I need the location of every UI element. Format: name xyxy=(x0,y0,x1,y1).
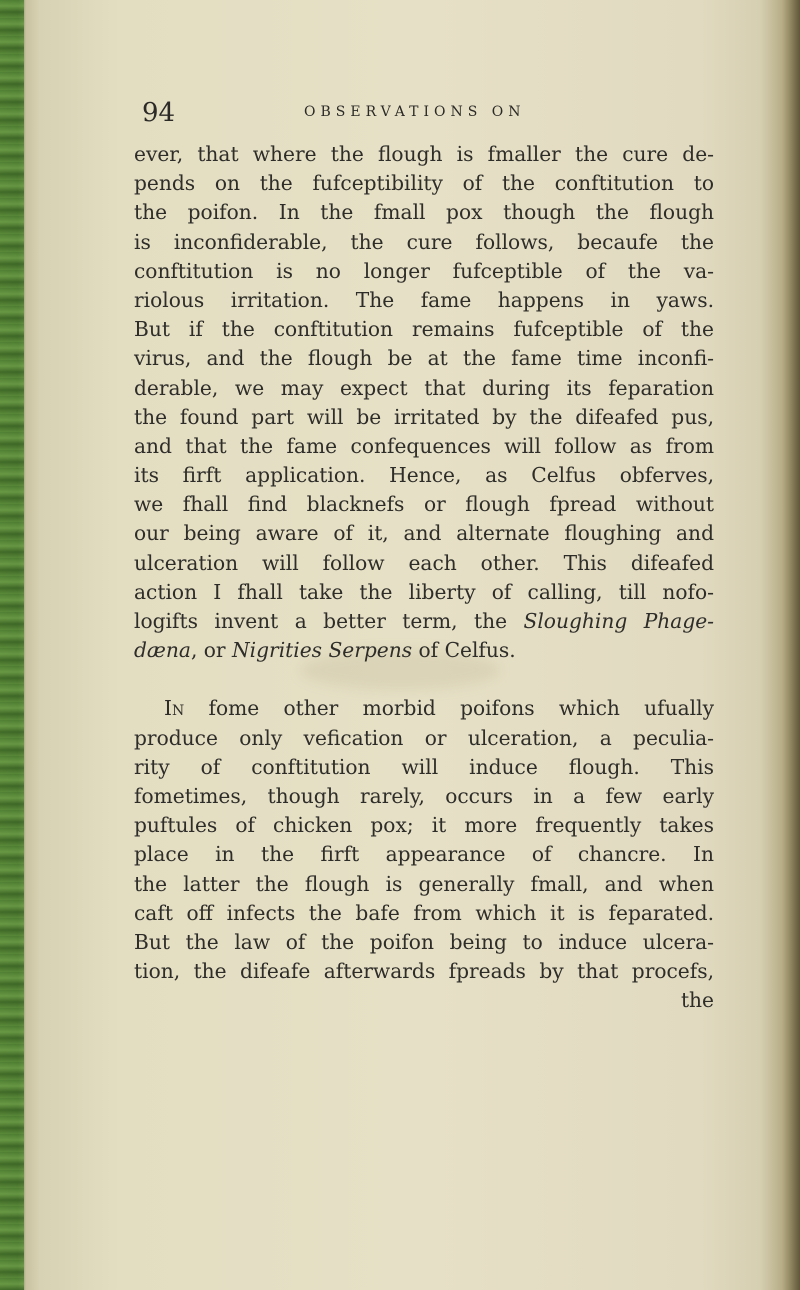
page-edge xyxy=(782,0,800,1290)
italic-term: Sloughing Phage- xyxy=(523,609,715,633)
text-line: riolous irritation. The fame happens in yaws. xyxy=(134,287,714,312)
text-line: ever, that where the flough is fmaller the cure de- xyxy=(134,142,714,166)
text-fragment: of Celfus. xyxy=(412,638,516,663)
text-line xyxy=(134,636,714,665)
text-line: place in the firft appearance of chancre. In xyxy=(134,842,714,867)
text-line xyxy=(134,694,714,723)
italic-term: Nigrities Serpens xyxy=(232,638,413,663)
text-fragment: fome other morbid poifons which ufually xyxy=(184,696,714,721)
page-number: 94 xyxy=(142,98,176,128)
text-line: we fhall find blacknefs or flough fpread without xyxy=(134,492,714,517)
body-text xyxy=(134,140,714,1015)
text-line: rity of conftitution will induce flough. This xyxy=(134,754,714,779)
text-line: fometimes, though rarely, occurs in a few early xyxy=(134,783,714,808)
italic-term: dæna xyxy=(134,638,191,663)
running-head: OBSERVATIONS ON xyxy=(304,104,526,120)
text-line: puftules of chicken pox; it more frequently takes xyxy=(134,813,714,838)
text-line: ulceration will follow each other. This difeafed xyxy=(134,550,714,575)
text-fragment: logifts invent a better term, the xyxy=(134,609,508,633)
text-line: But if the conftitution remains fufceptible of the xyxy=(134,317,714,342)
text-line: the latter the flough is generally fmall, and when xyxy=(134,871,714,896)
text-line: produce only vefication or ulceration, a peculia- xyxy=(134,725,714,750)
text-line: virus, and the flough be at the fame time inconfi- xyxy=(134,346,714,371)
catchword: the xyxy=(680,988,714,1013)
text-line: our being aware of it, and alternate floughing and xyxy=(134,521,714,546)
paragraph-initial: In xyxy=(164,696,185,721)
text-line: the found part will be irritated by the difeafed pus, xyxy=(134,404,714,429)
text-line: derable, we may expect that during its feparation xyxy=(134,375,714,400)
paragraph-gap xyxy=(134,665,714,694)
text-fragment: , or xyxy=(190,638,232,663)
text-line: tion, the difeafe afterwards fpreads by that procefs, xyxy=(134,959,714,984)
text-line: caft off infects the bafe from which it is feparated. xyxy=(134,900,714,925)
text-line: and that the fame confequences will follow as from xyxy=(134,433,714,458)
text-line: pends on the fufceptibility of the conftitution to xyxy=(134,171,714,196)
text-line: is inconfiderable, the cure follows, becaufe the xyxy=(134,229,714,254)
text-line: its firft application. Hence, as Celfus obferves, xyxy=(134,463,714,488)
text-line: But the law of the poifon being to induce ulcera- xyxy=(134,929,714,954)
text-line: the poifon. In the fmall pox though the flough xyxy=(134,200,714,225)
text-line: action I fhall take the liberty of calling, till nofo- xyxy=(134,579,714,604)
page-header xyxy=(142,98,702,132)
text-line: conftitution is no longer fufceptible of the va- xyxy=(134,258,714,283)
text-line xyxy=(134,607,714,636)
book-binding xyxy=(0,0,24,1290)
